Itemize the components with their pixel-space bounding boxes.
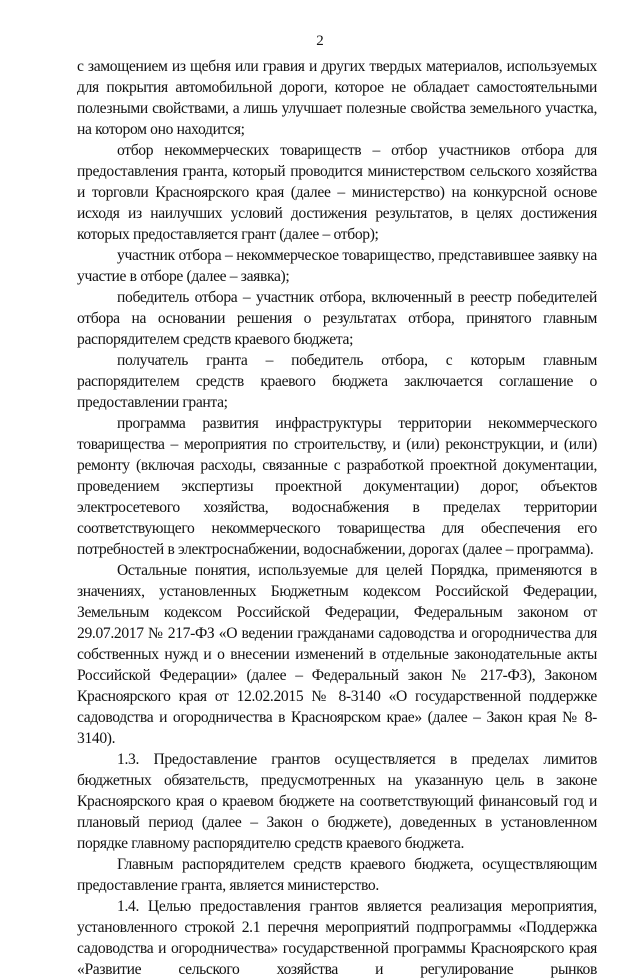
paragraph-main-distributor: Главным распорядителем средств краевого бюджета, осуществляющим предоставление гранта, является министерство. <box>77 856 597 894</box>
paragraph-definition-participant: участник отбора – некоммерческое товарищество, представившее заявку на участие в отборе (далее – заявка); <box>77 247 597 285</box>
paragraph-definition-program: программа развития инфраструктуры территории некоммерческого товарищества – мероприятия по строительству, и (или) реконструкции, и (или) ремонту (включая расходы, связанные с разработкой проектной документации, проведением экспертизы проектной документации) дорог, объектов электросетевого хозяйства, водоснабжения в пределах территории соответствующего некоммерческого товарищества для обеспечения его потребностей в электроснабжении, водоснабжении, дорогах (далее – программа). <box>77 415 597 558</box>
paragraph-definition-recipient: получатель гранта – победитель отбора, с которым главным распорядителем средств краевого бюджета заключается соглашение о предоставлении гранта; <box>77 352 597 411</box>
paragraph-section-1-4: 1.4. Целью предоставления грантов является реализация мероприятия, установленного строкой 2.1 перечня мероприятий подпрограммы «Поддержка садоводства и огородничества» государственной программы Красноярского края «Развитие сельского хозяйства и регулирование рынков <box>77 898 597 978</box>
paragraph-section-1-3: 1.3. Предоставление грантов осуществляется в пределах лимитов бюджетных обязательств, предусмотренных на указанную цель в законе Красноярского края о краевом бюджете на соответствующий финансовый год и плановый период (далее – Закон о бюджете), доведенных в установленном порядке главному распорядителю средств краевого бюджета. <box>77 751 597 852</box>
paragraph-definition-road-surface: с замощением из щебня или гравия и других твердых материалов, используемых для покрытия автомобильной дороги, которое не обладает самостоятельными полезными свойствами, а лишь улучшает полезные свойства земельного участка, на котором оно находится; <box>77 58 597 138</box>
paragraph-definition-winner: победитель отбора – участник отбора, включенный в реестр победителей отбора на основании решения о результатах отбора, принятого главным распорядителем средств краевого бюджета; <box>77 289 597 348</box>
document-body <box>77 56 597 980</box>
page-number: 2 <box>316 33 324 49</box>
paragraph-other-terms: Остальные понятия, используемые для целей Порядка, применяются в значениях, установленных Бюджетным кодексом Российской Федерации, Земельным кодексом Российской Федерации, Федеральным законом от 29.07.2017 № 217-ФЗ «О ведении гражданами садоводства и огородничества для собственных нужд и о внесении изменений в отдельные законодательные акты Российской Федерации» (далее – Федеральный закон № 217-ФЗ), Законом Красноярского края от 12.02.2015 № 8-3140 «О государственной поддержке садоводства и огородничества в Красноярском крае» (далее – Закон края № 8-3140). <box>77 562 597 747</box>
paragraph-definition-selection: отбор некоммерческих товариществ – отбор участников отбора для предоставления гранта, который проводится министерством сельского хозяйства и торговли Красноярского края (далее – министерство) на конкурсной основе исходя из наилучших условий достижения результатов, в целях достижения которых предоставляется грант (далее – отбор); <box>77 142 597 243</box>
